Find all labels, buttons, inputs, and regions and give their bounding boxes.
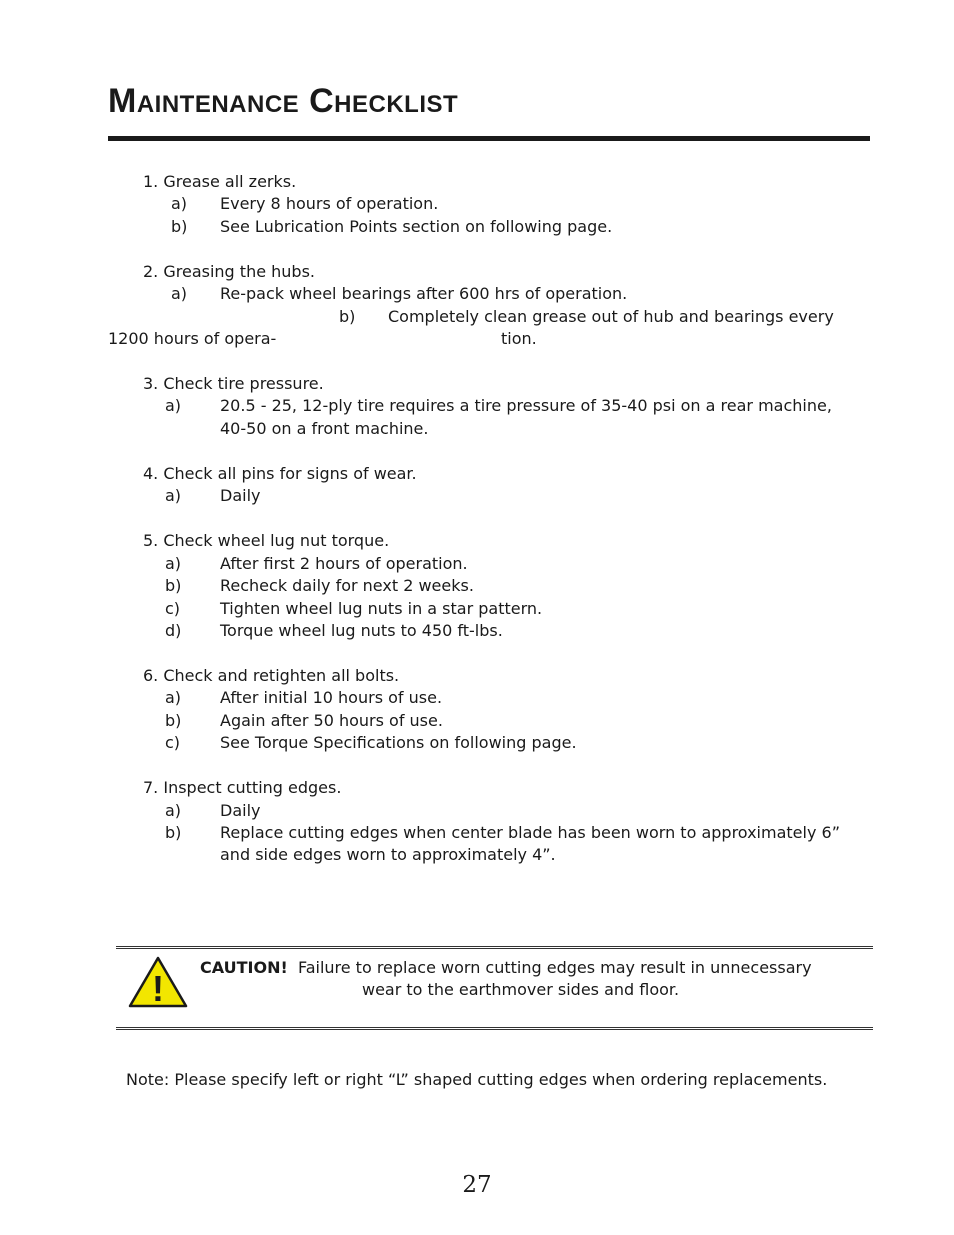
item-3a-text: 20.5 - 25, 12-ply tire requires a tire pressure of 35-40 psi on a rear machine, — [220, 396, 832, 415]
warning-triangle-icon — [128, 956, 188, 1008]
caution-text-line1: Failure to replace worn cutting edges may result in unnecessary — [297, 958, 812, 977]
caution-text-line2: wear to the earthmover sides and floor. — [362, 980, 680, 999]
item-2b-wrap-left: 1200 hours of opera- — [108, 329, 277, 348]
item-3-heading: 3. Check tire pressure. — [143, 374, 324, 393]
item-6b-text: Again after 50 hours of use. — [220, 711, 443, 730]
item-1b-letter: b) — [171, 217, 188, 236]
item-6a-text: After initial 10 hours of use. — [220, 688, 443, 707]
caution-top-rule — [116, 946, 873, 949]
warning-triangle-glyph: ! — [152, 968, 164, 1008]
item-7-heading: 7. Inspect cutting edges. — [143, 778, 342, 797]
item-4a-letter: a) — [165, 486, 182, 505]
note-text: Note: Please specify left or right “L” shaped cutting edges when ordering replacements. — [126, 1070, 828, 1089]
item-5c-text: Tighten wheel lug nuts in a star pattern. — [220, 599, 543, 618]
item-1a-letter: a) — [171, 194, 188, 213]
item-5a-letter: a) — [165, 554, 182, 573]
item-4a-text: Daily — [220, 486, 261, 505]
caution-label: CAUTION! — [200, 958, 288, 977]
item-1b-text: See Lubrication Points section on following page. — [220, 217, 613, 236]
caution-bottom-rule — [116, 1027, 873, 1030]
item-3a-cont: 40-50 on a front machine. — [220, 419, 429, 438]
item-6-heading: 6. Check and retighten all bolts. — [143, 666, 400, 685]
item-2a-text: Re-pack wheel bearings after 600 hrs of operation. — [220, 284, 628, 303]
item-5b-letter: b) — [165, 576, 182, 595]
item-7a-text: Daily — [220, 801, 261, 820]
item-7a-letter: a) — [165, 801, 182, 820]
item-2b-text: Completely clean grease out of hub and bearings every — [388, 307, 834, 326]
item-5a-text: After first 2 hours of operation. — [220, 554, 468, 573]
item-7b-cont: and side edges worn to approximately 4”. — [220, 845, 556, 864]
item-5-heading: 5. Check wheel lug nut torque. — [143, 531, 390, 550]
item-7b-text: Replace cutting edges when center blade has been worn to approximately 6” — [220, 823, 840, 842]
item-2a-letter: a) — [171, 284, 188, 303]
item-7b-letter: b) — [165, 823, 182, 842]
title-divider — [108, 136, 870, 141]
item-5c-letter: c) — [165, 599, 181, 618]
item-5d-letter: d) — [165, 621, 182, 640]
item-2b-wrap-right: tion. — [501, 329, 537, 348]
item-3a-letter: a) — [165, 396, 182, 415]
item-6a-letter: a) — [165, 688, 182, 707]
page-title: Maintenance Checklist — [108, 82, 459, 120]
item-1-heading: 1. Grease all zerks. — [143, 172, 297, 191]
page-number: 27 — [462, 1172, 492, 1198]
item-2-heading: 2. Greasing the hubs. — [143, 262, 315, 281]
item-5b-text: Recheck daily for next 2 weeks. — [220, 576, 474, 595]
item-4-heading: 4. Check all pins for signs of wear. — [143, 464, 417, 483]
caution-line-1 — [200, 958, 812, 978]
item-6c-text: See Torque Specifications on following page. — [220, 733, 577, 752]
item-6b-letter: b) — [165, 711, 182, 730]
item-1a-text: Every 8 hours of operation. — [220, 194, 439, 213]
item-6c-letter: c) — [165, 733, 181, 752]
item-5d-text: Torque wheel lug nuts to 450 ft-lbs. — [220, 621, 503, 640]
item-2b-letter: b) — [339, 307, 356, 326]
